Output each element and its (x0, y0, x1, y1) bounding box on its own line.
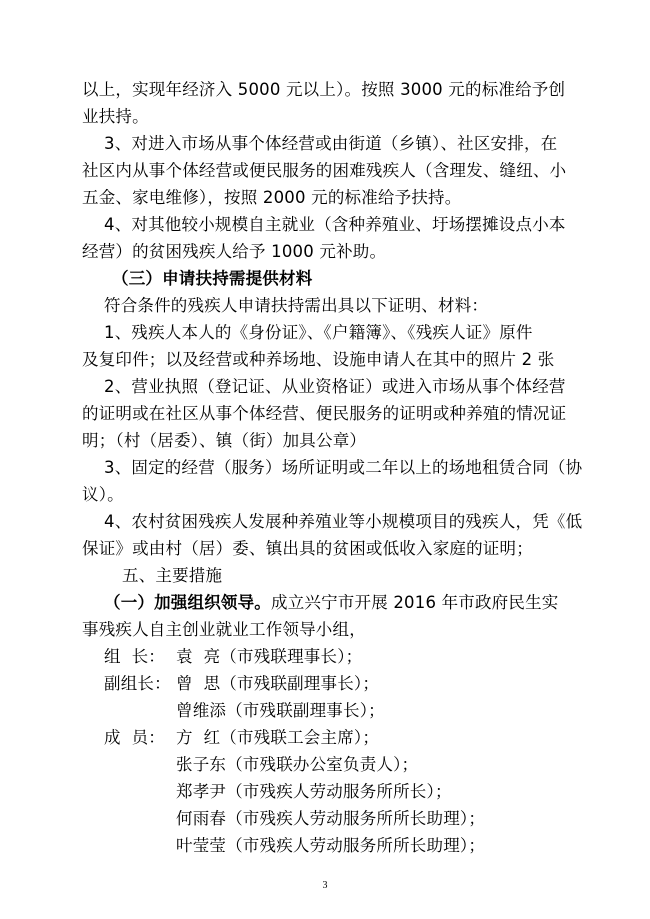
roster-title: （市残疾人劳动服务所所长助理）； (226, 809, 486, 828)
roster-row (104, 781, 452, 803)
text-line: 4、农村贫困残疾人发展种养殖业等小规模项目的残疾人，凭《低 (104, 512, 583, 531)
text-line: 3、对进入市场从事个体经营或由街道（乡镇）、社区安排，在 (104, 134, 558, 153)
text-line: 明；（村（居委）、镇（街）加具公章） (82, 431, 367, 450)
text-line: 1、残疾人本人的《身份证》、《户籍簿》、《残疾人证》原件 (104, 323, 533, 342)
roster-row (104, 700, 385, 722)
text-line: 4、对其他较小规模自主就业（含种养殖业、圩场摆摊设点小本 (104, 215, 566, 234)
roster-name: 方 红 (176, 728, 221, 747)
roster-title: （市残联理事长）； (220, 647, 363, 666)
roster-role: 副组长： (104, 674, 171, 693)
text-line: 保证》或由村（居）委、镇出具的贫困或低收入家庭的证明； (82, 539, 533, 558)
roster-role: 组 长： (104, 647, 165, 666)
roster-title: （市残疾人劳动服务所所长）； (226, 782, 452, 801)
page-number: 3 (322, 880, 328, 891)
roster-name: 何雨春 (176, 809, 227, 828)
text-line: 及复印件；以及经营或种养场地、设施申请人在其中的照片 2 张 (82, 350, 555, 369)
item-one-heading: （一）加强组织领导。 (104, 593, 271, 612)
roster-title: （市残联副理事长）； (220, 674, 380, 693)
roster-title: （市残疾人劳动服务所所长助理）； (226, 836, 486, 855)
text-line: 社区内从事个体经营或便民服务的困难残疾人（含理发、缝纽、小 (82, 161, 567, 180)
text-line: 五金、家电维修），按照 2000 元的标准给予扶持。 (82, 188, 462, 207)
roster-row (104, 673, 379, 695)
text-line: 符合条件的残疾人申请扶持需出具以下证明、材料： (104, 296, 489, 315)
roster-name: 郑孝尹 (176, 782, 227, 801)
roster-title: （市残联副理事长）； (226, 701, 385, 720)
roster-name: 曾维添 (176, 701, 227, 720)
roster-name: 张子东 (176, 755, 227, 774)
text-line: 经营）的贫困残疾人给予 1000 元补助。 (82, 242, 387, 261)
text-line: 事残疾人自主创业就业工作领导小组， (82, 620, 366, 639)
roster-name: 曾 思 (176, 674, 221, 693)
roster-row (104, 754, 418, 776)
section-heading: 五、主要措施 (122, 566, 223, 585)
roster-row (104, 727, 379, 749)
roster-name: 袁 亮 (176, 647, 221, 666)
roster-title: （市残联工会主席）； (220, 728, 380, 747)
roster-role: 成 员： (104, 728, 165, 747)
roster-row (104, 808, 485, 830)
text-line: 议）。 (82, 485, 124, 504)
roster-row (104, 646, 362, 668)
roster-row (104, 835, 485, 857)
text-line: 以上，实现年经济入 5000 元以上）。按照 3000 元的标准给予创 (82, 80, 566, 99)
text-line: 的证明或在社区从事个体经营、便民服务的证明或种养殖的情况证 (82, 404, 567, 423)
text-line: 3、固定的经营（服务）场所证明或二年以上的场地租赁合同（协 (104, 458, 583, 477)
section-heading: （三）申请扶持需提供材料 (112, 269, 313, 288)
roster-title: （市残联办公室负责人）； (226, 755, 419, 774)
text-line: 2、营业执照（登记证、从业资格证）或进入市场从事个体经营 (104, 377, 566, 396)
item-one-line (104, 592, 558, 614)
item-one-text: 成立兴宁市开展 2016 年市政府民生实 (271, 593, 559, 612)
text-line: 业扶持。 (82, 107, 149, 126)
roster-name: 叶莹莹 (176, 836, 227, 855)
